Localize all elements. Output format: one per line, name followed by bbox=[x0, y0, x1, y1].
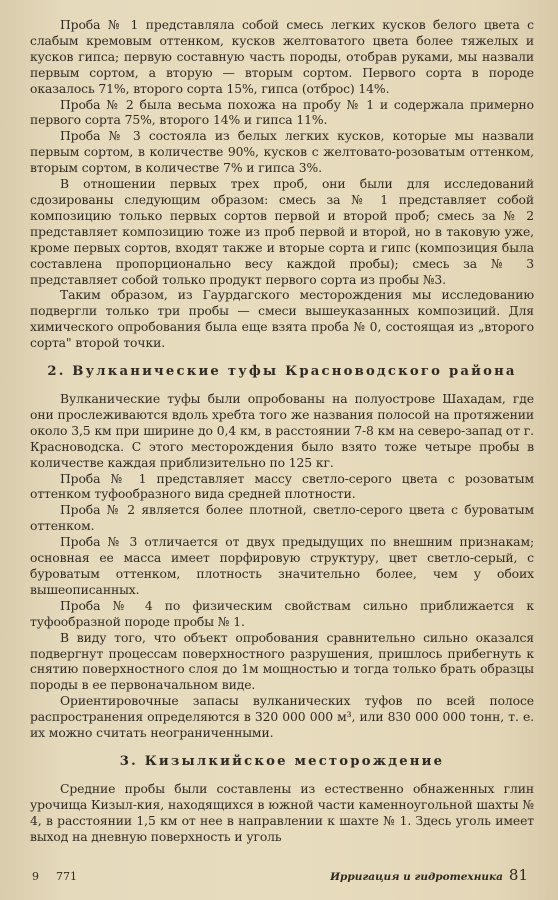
page-number: 81 bbox=[508, 866, 528, 884]
paragraph: Проба № 1 представляет массу светло-серого цвета с розоватым оттенком туфообразного вида средней плотности. bbox=[30, 471, 534, 502]
section-2-text bbox=[30, 392, 534, 742]
paragraph: Проба № 2 является более плотной, светло-серого цвета с буроватым оттенком. bbox=[30, 503, 534, 534]
paragraph: Вулканические туфы были опробованы на полуострове Шахадам, где они прослеживаются вдоль хребта того же названия полосой на протяжении около 3,5 км при ширине до 0,4 км, в расстоянии 7-8 км на северо-запад от г. Красноводска. С этого месторождения было взято тоже четыре пробы в количестве каждая приблизительно по 125 кг. bbox=[30, 392, 534, 470]
paragraph: Средние пробы были составлены из естественно обнаженных глин урочища Кизыл-кия, находящихся в южной части каменноугольной шахты № 4, в расстоянии 1,5 км от нее в направлении к шахте № 1. Здесь уголь имеет выход на дневную поверхность и уголь bbox=[30, 781, 534, 844]
paragraph: В виду того, что объект опробования сравнительно сильно оказался подвергнут процессам поверхностного разрушения, пришлось прибегнуть к снятию поверхностного слоя до 1м мощностью и тогда только брать образцы породы в ее первоначальном виде. bbox=[30, 630, 534, 693]
paragraph: В отношении первых трех проб, они были для исследований сдозированы следующим образом: смесь за № 1 представляет собой композицию только первых сортов первой и второй проб; смесь за № 2 представляет композицию тоже из проб первой и второй, но в таковую уже, кроме первых сортов, входят также и вторые сорта и гипс (композиция была составлена пропорционально весу каждой пробы); смесь за № 3 представляет собой только продукт первого сорта из пробы №3. bbox=[30, 177, 534, 287]
paragraph: Ориентировочные запасы вулканических туфов по всей полосе распространения определяются в 320 000 000 м³, или 830 000 000 тонн, т. е. их можно считать неограниченными. bbox=[30, 694, 534, 741]
page-body bbox=[30, 18, 534, 846]
journal-title: Ирригация и гидротехника bbox=[330, 871, 503, 883]
section-1-text bbox=[30, 18, 534, 352]
paragraph: Проба № 1 представляла собой смесь легких кусков белого цвета с слабым кремовым оттенком, кусков желтоватого цвета более тяжелых и кусков гипса; первую составную часть породы, отобрав руками, мы назвали первым сортом, а вторую — вторым сортом. Первого сорта в породе оказалось 71%, второго сорта 15%, гипса (отброс) 14%. bbox=[30, 18, 534, 96]
paragraph: Проба № 3 состояла из белых легких кусков, которые мы назвали первым сортом, в количестве 90%, кусков с желтовато-розоватым оттенком, вторым сортом, в количестве 7% и гипса 3%. bbox=[30, 129, 534, 176]
paragraph: Проба № 2 была весьма похожа на пробу № 1 и содержала примерно первого сорта 75%, второго 14% и гипса 11%. bbox=[30, 97, 534, 128]
paragraph: Проба № 3 отличается от двух предыдущих по внешним признакам; основная ее масса имеет порфировую структуру, цвет светло-серый, с буроватым оттенком, плотность значительно более, чем у обоих вышеописанных. bbox=[30, 535, 534, 597]
signature-mark: 9 bbox=[32, 870, 39, 883]
section-heading-3: 3. Кизылкийское месторождение bbox=[119, 753, 445, 769]
page-footer bbox=[32, 867, 528, 885]
paragraph: Таким образом, из Гаурдагского месторождения мы исследованию подвергли только три пробы — смеси вышеуказанных композиций. Для химического опробования была еще взята проба № 0, состоящая из „второго сорта" второй точки. bbox=[30, 288, 534, 351]
print-code: 771 bbox=[56, 870, 77, 883]
section-heading-2: 2. Вулканические туфы Красноводского района bbox=[47, 364, 517, 380]
section-3-text bbox=[30, 782, 534, 846]
paragraph: Проба № 4 по физическим свойствам сильно приближается к туфообразной породе пробы № 1. bbox=[30, 598, 534, 629]
